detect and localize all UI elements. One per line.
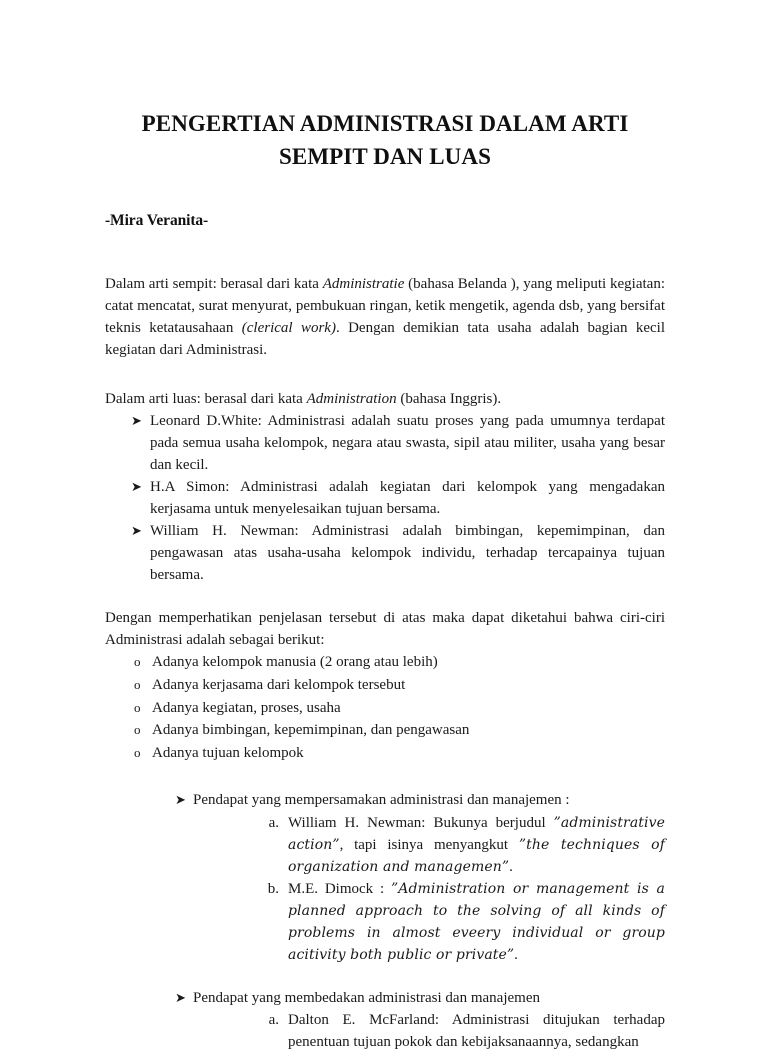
sempit-text-after: . Dengan demikian tata usaha adalah bagian kecil kegiatan dari Administrasi. (105, 320, 666, 359)
mcfarland-text: Dalton E. McFarland: Administrasi ditujukan terhadap penentuan tujuan pokok dan kebijaksanaannya, sedangkan (288, 1012, 665, 1051)
ciri-item-5: Adanya tujuan kelompok (152, 745, 304, 762)
luas-text-before: Dalam arti luas: berasal dari kata (105, 390, 307, 407)
ciri-item-2: Adanya kerjasama dari kelompok tersebut (152, 676, 406, 693)
list-item (105, 878, 665, 966)
circle-bullet-icon: o (134, 722, 141, 738)
sempit-text-before: Dalam arti sempit: berasal dari kata (105, 276, 323, 293)
ciri-ciri-list (105, 651, 665, 765)
list-item (105, 410, 665, 476)
arrow-bullet-icon: ➤ (131, 522, 142, 538)
list-item (105, 651, 665, 674)
pendapat-membedakan-group (105, 966, 665, 1053)
list-item (105, 812, 665, 878)
sempit-italic-administratie: Administratie (322, 276, 405, 293)
list-item (105, 520, 665, 586)
pendapat-mempersamakan-group (105, 789, 665, 966)
sempit-italic-clerical-work: (clerical work) (241, 320, 336, 337)
ciri-item-4: Adanya bimbingan, kepemimpinan, dan pengawasan (152, 722, 470, 739)
arrow-bullet-icon: ➤ (131, 478, 142, 494)
dimock-text-before: M.E. Dimock : (288, 880, 391, 897)
definition-ha-simon: H.A Simon: Administrasi adalah kegiatan dari kelompok yang mengadakan kerjasama untuk menyelesaikan tujuan bersama. (150, 478, 665, 517)
definition-leonard-white: Leonard D.White: Administrasi adalah suatu proses yang pada umumnya terdapat pada semua usaha kelompok, negara atau swasta, sipil atau militer, usaha yang besar dan kecil. (150, 412, 665, 473)
pendapat-membedakan-heading (105, 987, 665, 1010)
page-title: PENGERTIAN ADMINISTRASI DALAM ARTI SEMPIT DAN LUAS (141, 111, 629, 169)
dimock-text-after: . (514, 946, 518, 963)
list-item (105, 742, 665, 765)
list-item (105, 719, 665, 742)
definitions-list (105, 410, 665, 586)
definition-william-newman: William H. Newman: Administrasi adalah bimbingan, kepemimpinan, dan pengawasan atas usaha-usaha kelompok individu, terhadap tercapainya tujuan bersama. (150, 522, 665, 583)
author-byline: -Mira Veranita- (105, 212, 209, 230)
list-item (105, 476, 665, 520)
circle-bullet-icon: o (134, 676, 141, 692)
list-item (105, 1009, 665, 1053)
newman-text-before: William H. Newman: Bukunya berjudul (288, 814, 554, 831)
list-letter-a: a. (268, 814, 279, 831)
dimock-quote-administration: ”Administration or management is a planned approach to the solving of all kinds of problems in almost eveery individual or group acitivity both public or private” (288, 880, 665, 963)
circle-bullet-icon: o (134, 745, 141, 761)
paragraph-ciri-intro: Dengan memperhatikan penjelasan tersebut di atas maka dapat diketahui bahwa ciri-ciri Administrasi adalah sebagai berikut: (105, 609, 665, 648)
pendapat-membedakan-label: Pendapat yang membedakan administrasi dan manajemen (193, 989, 540, 1006)
newman-text-mid: , tapi isinya menyangkut (339, 836, 519, 853)
list-item (105, 697, 665, 720)
pendapat-mempersamakan-heading (105, 789, 665, 812)
arrow-bullet-icon: ➤ (131, 412, 142, 428)
list-letter-b: b. (267, 880, 279, 897)
pendapat-section (105, 765, 665, 1053)
arrow-bullet-icon: ➤ (175, 792, 186, 807)
circle-bullet-icon: o (134, 654, 141, 670)
list-letter-a: a. (268, 1012, 279, 1029)
pendapat-mempersamakan-list (105, 812, 665, 966)
luas-text-after: (bahasa Inggris). (396, 390, 502, 407)
ciri-item-3: Adanya kegiatan, proses, usaha (152, 699, 341, 716)
newman-quote-administrative-action: ”administrative action” (288, 814, 665, 853)
paragraph-arti-sempit (105, 230, 665, 361)
pendapat-mempersamakan-label: Pendapat yang mempersamakan administrasi dan manajemen : (193, 792, 570, 808)
luas-italic-administration: Administration (306, 390, 397, 407)
list-item (105, 674, 665, 697)
sempit-text-mid: (bahasa Belanda ), yang meliputi kegiatan: catat mencatat, surat menyurat, pembukuan ringan, ketik mengetik, agenda dsb, yang bersifat teknis ketatausahaan (105, 276, 665, 337)
newman-quote-techniques: ”the techniques of organization and managemen” (288, 836, 665, 875)
document-content (105, 0, 665, 1053)
paragraph-arti-luas-intro (105, 362, 665, 410)
pendapat-membedakan-list (105, 1009, 665, 1053)
arrow-bullet-icon: ➤ (175, 989, 186, 1005)
ciri-item-1: Adanya kelompok manusia (2 orang atau lebih) (152, 654, 438, 671)
circle-bullet-icon: o (134, 699, 141, 715)
newman-text-after: . (509, 858, 513, 875)
